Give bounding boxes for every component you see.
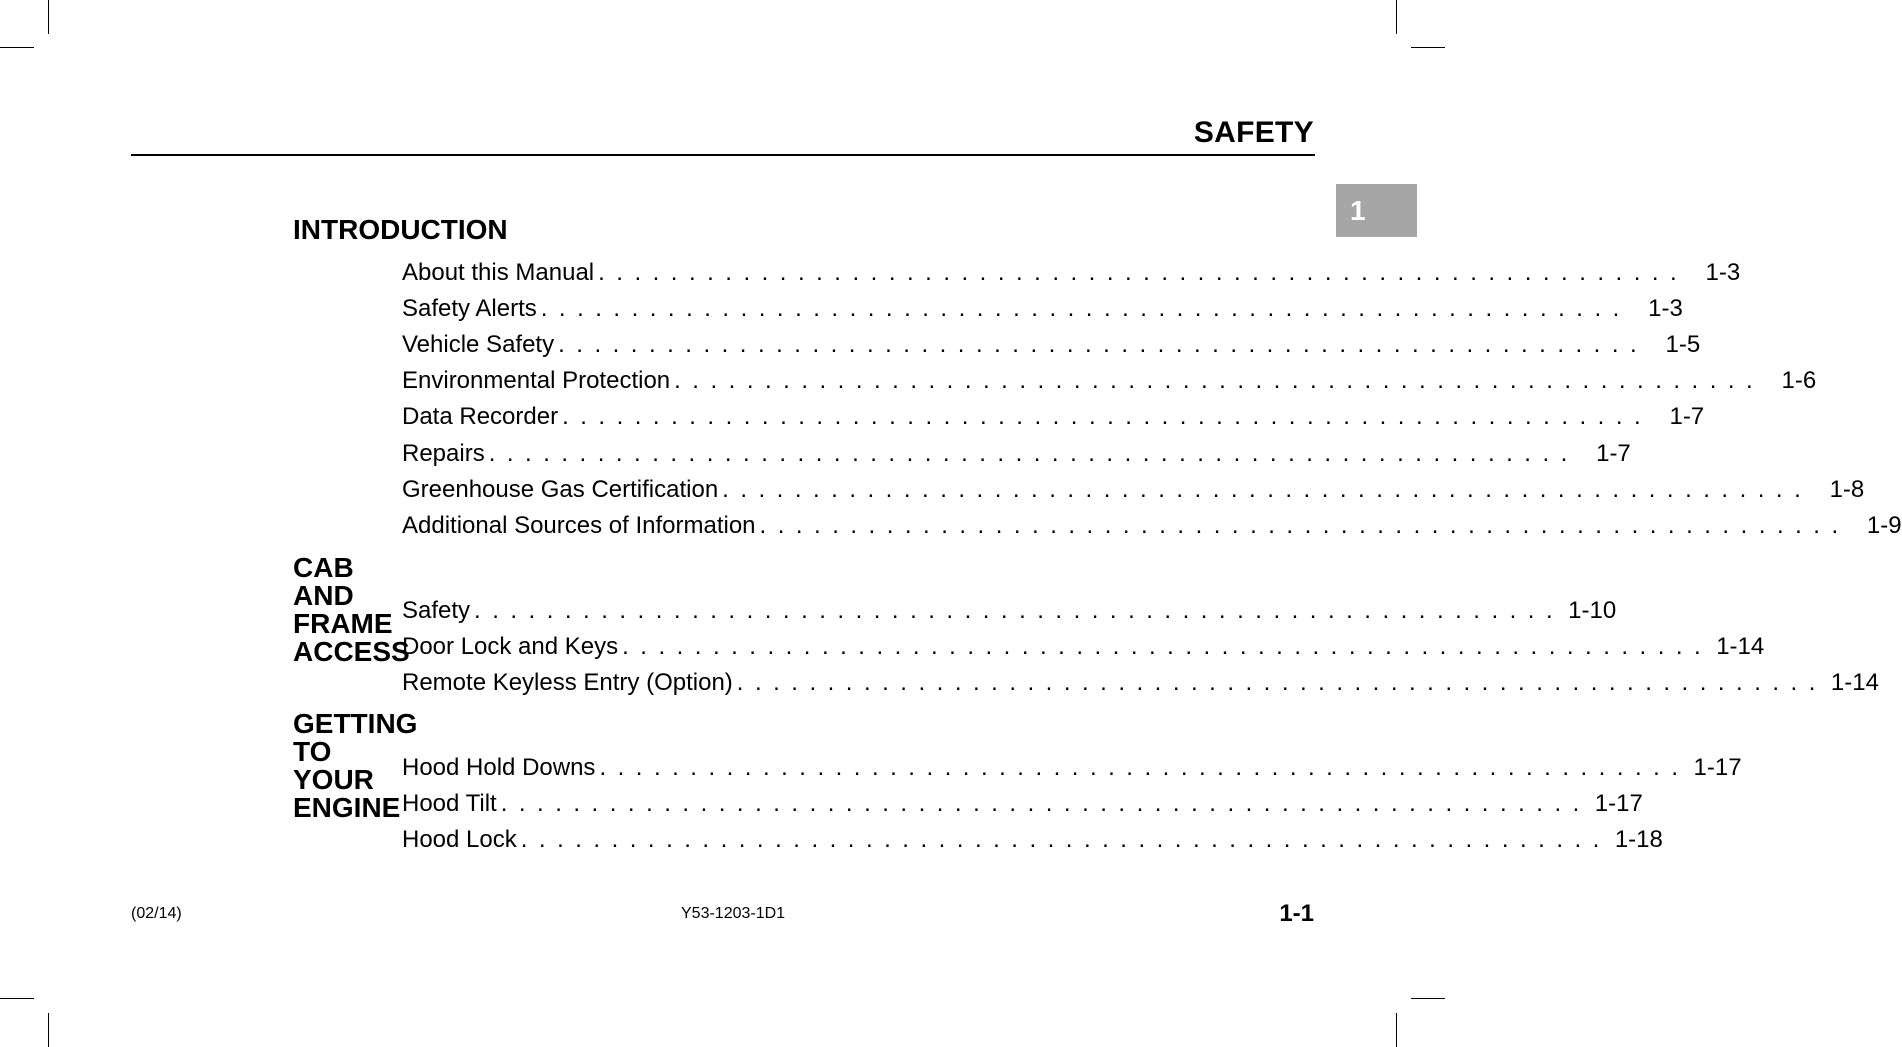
toc-entry-page: 1-6 (1781, 367, 1817, 395)
dot-leader: ............................................................ (722, 475, 1813, 503)
crop-mark (0, 47, 34, 48)
toc-entry-page: 1-5 (1665, 331, 1701, 359)
section-heading: CAB AND FRAME ACCESS (293, 552, 410, 667)
toc-entry-title: Environmental Protection (402, 367, 671, 395)
toc-entry-page: 1-9 (1866, 511, 1902, 539)
dot-leader: ............................................................ (759, 511, 1850, 539)
chapter-title: SAFETY (1193, 116, 1314, 149)
toc-entry-title: About this Manual (402, 259, 595, 286)
toc-entry[interactable] (402, 668, 1879, 698)
header-divider (131, 154, 1315, 156)
toc-entry-title: Hood Lock (402, 826, 517, 854)
toc-entry-page: 1-14 (1830, 669, 1879, 697)
toc-entry[interactable] (402, 402, 1705, 432)
dot-leader: ............................................................ (474, 597, 1565, 624)
toc-entry-title: Remote Keyless Entry (Option) (402, 669, 733, 697)
toc-entry[interactable] (402, 439, 1631, 469)
toc-entry-title: Hood Hold Downs (402, 754, 596, 781)
toc-entry-page: 1-3 (1648, 295, 1683, 323)
toc-entry[interactable] (402, 330, 1701, 360)
dot-leader: ............................................................ (520, 826, 1611, 854)
crop-mark (48, 0, 49, 34)
toc-entry-page: 1-14 (1716, 633, 1765, 661)
footer-date: (02/14) (131, 905, 182, 922)
toc-entry-page: 1-7 (1596, 439, 1631, 467)
toc-entry-page: 1-10 (1568, 597, 1617, 624)
toc-entry-title: Data Recorder (402, 403, 559, 431)
toc-entry[interactable] (402, 596, 1617, 626)
dot-leader: ............................................................ (598, 259, 1689, 286)
toc-entry-title: Vehicle Safety (402, 331, 555, 359)
toc-entry-title: Greenhouse Gas Certification (402, 475, 719, 503)
toc-entry-page: 1-3 (1705, 259, 1741, 286)
toc-entry[interactable] (402, 294, 1683, 324)
footer-doc-code: Y53-1203-1D1 (681, 905, 786, 922)
crop-mark (1411, 47, 1445, 48)
dot-leader: ............................................................ (488, 439, 1579, 467)
crop-mark (1396, 1013, 1397, 1047)
dot-leader: ............................................................ (599, 754, 1690, 781)
toc-entry[interactable] (402, 825, 1663, 855)
dot-leader: ............................................................ (540, 295, 1631, 323)
toc-entry-title: Safety (402, 597, 471, 624)
toc-entry-title: Safety Alerts (402, 295, 537, 323)
toc-entry-page: 1-8 (1829, 475, 1865, 503)
dot-leader: ............................................................ (674, 367, 1765, 395)
toc-entry-page: 1-18 (1614, 826, 1663, 854)
toc-entry-title: Hood Tilt (402, 790, 497, 818)
toc-entry[interactable] (402, 511, 1902, 541)
dot-leader: ............................................................ (500, 790, 1591, 818)
dot-leader: ............................................................ (558, 331, 1649, 359)
crop-mark (0, 998, 34, 999)
chapter-tab: 1 (1336, 184, 1417, 237)
toc-entry-title: Repairs (402, 439, 485, 467)
toc-entry[interactable] (402, 789, 1643, 819)
toc-entry-page: 1-17 (1693, 754, 1742, 781)
footer-page-number: 1-1 (1279, 900, 1314, 927)
dot-leader: ............................................................ (562, 403, 1653, 431)
dot-leader: ............................................................ (736, 669, 1827, 697)
section-heading: GETTING TO YOUR ENGINE (293, 708, 418, 823)
crop-mark (1396, 0, 1397, 34)
crop-mark (1411, 998, 1445, 999)
toc-entry[interactable] (402, 632, 1765, 662)
toc-entry[interactable] (402, 753, 1742, 783)
toc-entry-page: 1-7 (1669, 403, 1705, 431)
dot-leader: ............................................................ (622, 633, 1713, 661)
crop-mark (48, 1013, 49, 1047)
section-heading: INTRODUCTION (293, 214, 508, 245)
toc-entry-title: Door Lock and Keys (402, 633, 619, 661)
toc-entry[interactable] (402, 475, 1865, 505)
toc-entry-page: 1-17 (1594, 790, 1643, 818)
toc-entry-title: Additional Sources of Information (402, 511, 756, 539)
toc-entry[interactable] (402, 258, 1741, 288)
toc-entry[interactable] (402, 366, 1817, 396)
